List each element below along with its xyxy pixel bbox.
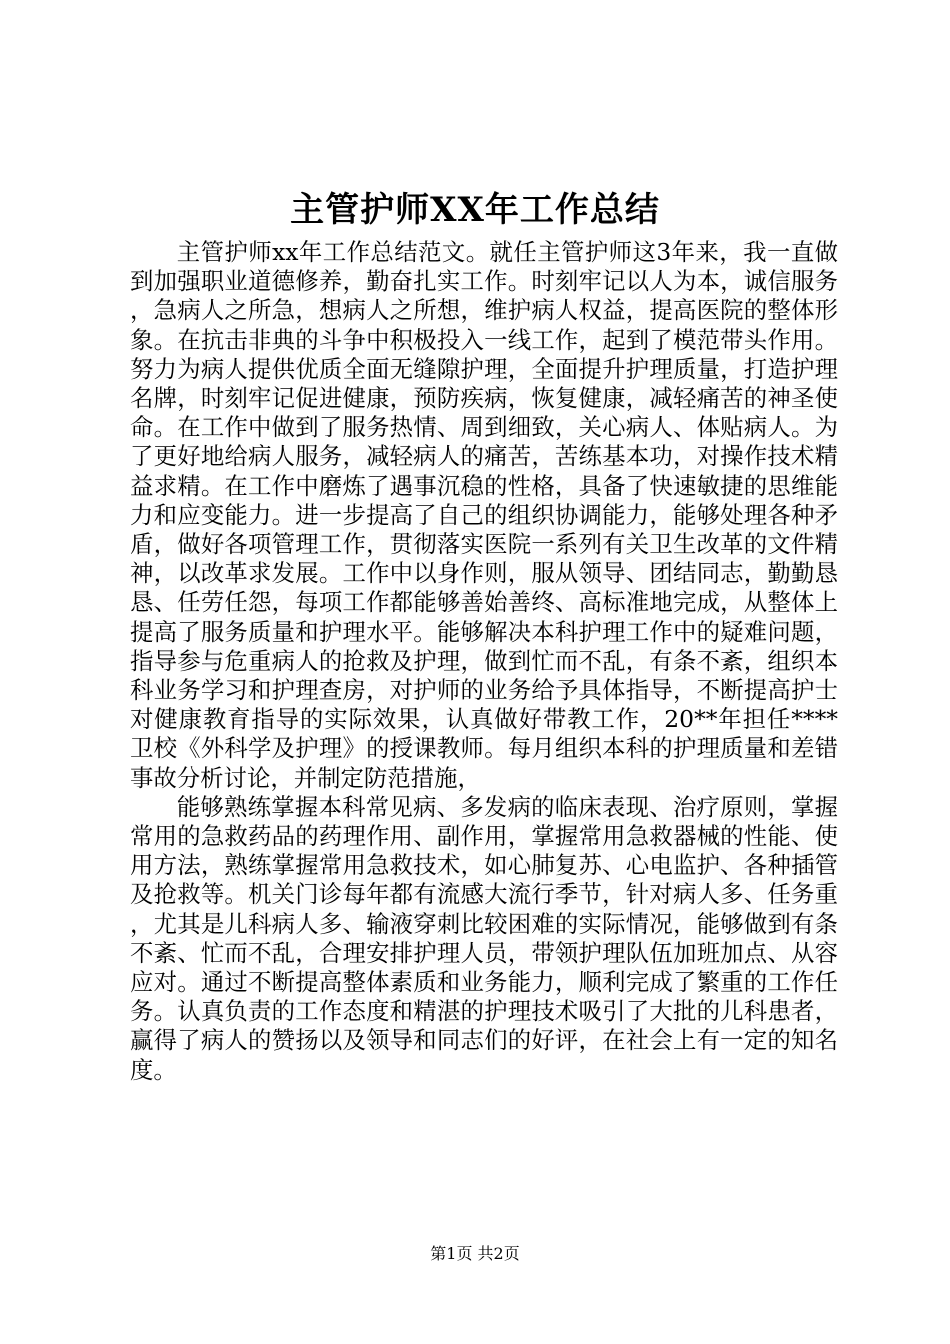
page-number-footer: 第1页 共2页 xyxy=(430,1244,520,1263)
document-title: 主管护师XX年工作总结 xyxy=(290,190,660,230)
document-body xyxy=(130,238,838,1085)
paragraph-2: 能够熟练掌握本科常见病、多发病的临床表现、治疗原则，掌握常用的急救药品的药理作用、副作用，掌握常用急救器械的性能、使用方法，熟练掌握常用急救技术，如心肺复苏、心电监护、各种插管及抢救等。机关门诊每年都有流感大流行季节，针对病人多、任务重，尤其是儿科病人多、输液穿刺比较困难的实际情况，能够做到有条不紊、忙而不乱，合理安排护理人员，带领护理队伍加班加点、从容应对。通过不断提高整体素质和业务能力，顺利完成了繁重的工作任务。认真负责的工作态度和精湛的护理技术吸引了大批的儿科患者，赢得了病人的赞扬以及领导和同志们的好评，在社会上有一定的知名度。 xyxy=(130,792,838,1084)
paragraph-1: 主管护师xx年工作总结范文。就任主管护师这3年来，我一直做到加强职业道德修养，勤奋扎实工作。时刻牢记以人为本，诚信服务，急病人之所急，想病人之所想，维护病人权益，提高医院的整体形象。在抗击非典的斗争中积极投入一线工作，起到了模范带头作用。努力为病人提供优质全面无缝隙护理，全面提升护理质量，打造护理名牌，时刻牢记促进健康，预防疾病，恢复健康，减轻痛苦的神圣使命。在工作中做到了服务热情、周到细致，关心病人、体贴病人。为了更好地给病人服务，减轻病人的痛苦，苦练基本功，对操作技术精益求精。在工作中磨炼了遇事沉稳的性格，具备了快速敏捷的思维能力和应变能力。进一步提高了自己的组织协调能力，能够处理各种矛盾，做好各项管理工作，贯彻落实医院一系列有关卫生改革的文件精神，以改革求发展。工作中以身作则，服从领导、团结同志，勤勤恳恳、任劳任怨，每项工作都能够善始善终、高标准地完成，从整体上提高了服务质量和护理水平。能够解决本科护理工作中的疑难问题，指导参与危重病人的抢救及护理，做到忙而不乱，有条不紊，组织本科业务学习和护理查房，对护师的业务给予具体指导，不断提高护士对健康教育指导的实际效果，认真做好带教工作，20**年担任****卫校《外科学及护理》的授课教师。每月组织本科的护理质量和差错事故分析讨论，并制定防范措施， xyxy=(130,238,838,792)
